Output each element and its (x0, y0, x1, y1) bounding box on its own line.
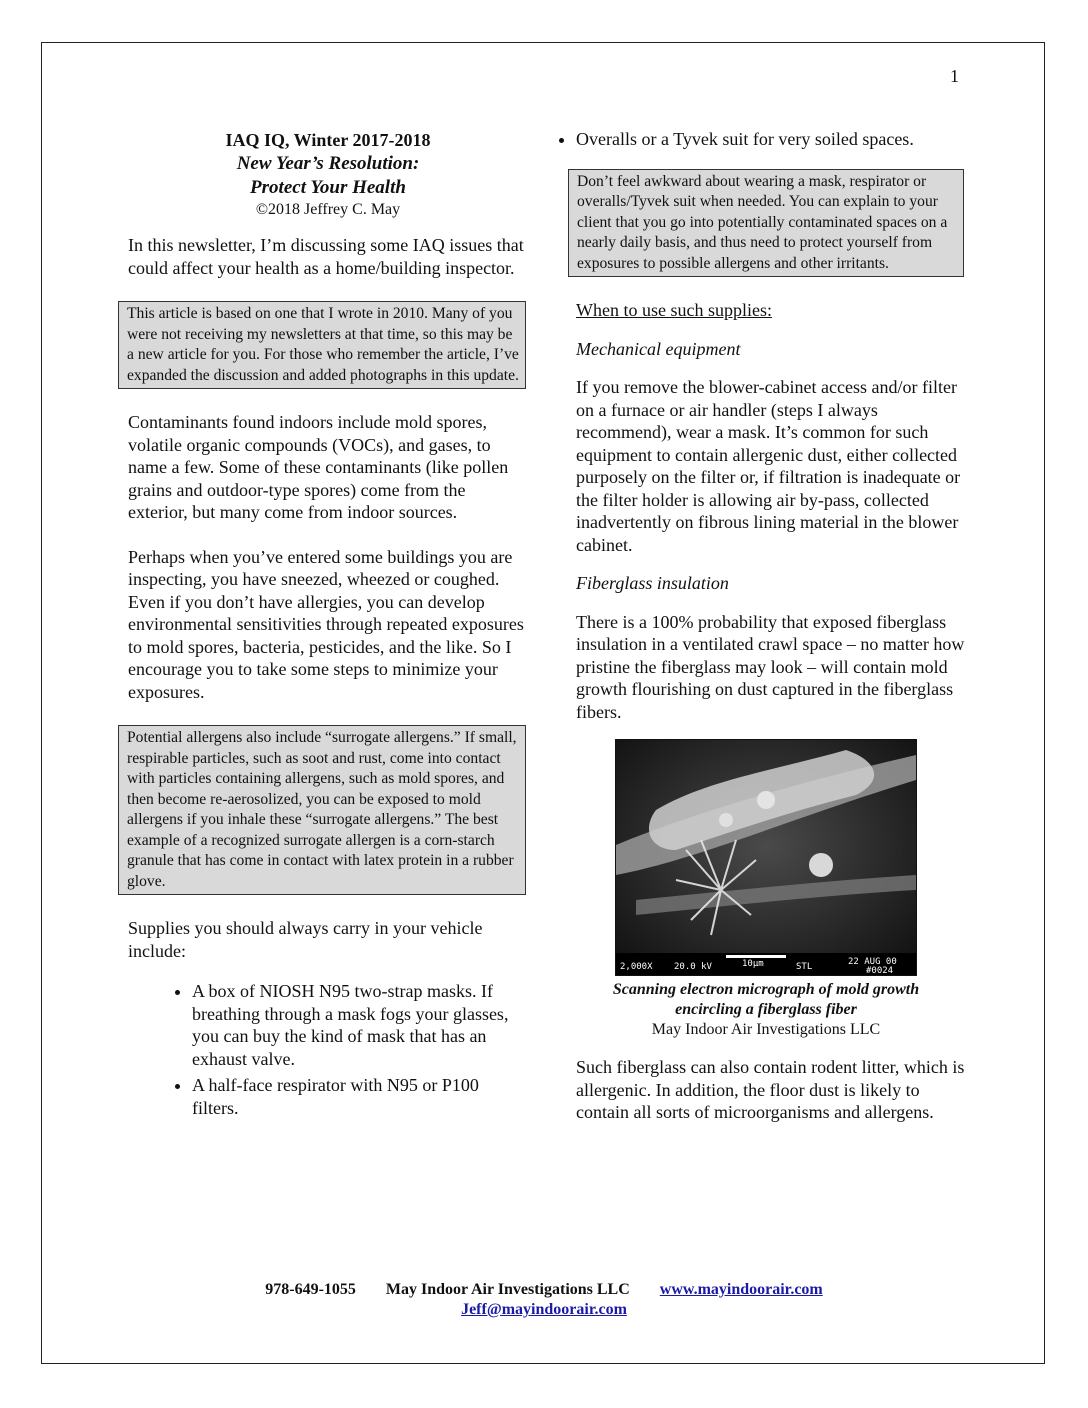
caption-line-1: Scanning electron micrograph of mold growth (612, 981, 920, 998)
page-number: 1 (950, 66, 959, 86)
footer-phone: 978-649-1055 (265, 1281, 356, 1298)
footer (0, 1280, 1088, 1320)
copyright-line: ©2018 Jeffrey C. May (255, 201, 401, 218)
subheading-fiberglass: Fiberglass insulation (576, 573, 729, 593)
newsletter-subtitle-1: New Year’s Resolution: (236, 153, 420, 174)
micrograph-date: 22 AUG 00 (848, 957, 897, 967)
newsletter-header (128, 128, 528, 220)
footer-email-link[interactable]: Jeff@mayindoorair.com (461, 1301, 627, 1318)
micrograph-lab: STL (796, 962, 813, 972)
contaminants-paragraph: Contaminants found indoors include mold spores, volatile organic compounds (VOCs), and gases, to name a few. Some of these contaminants (like pollen grains and outdoor-type spores) come from the exterior, but many come from indoor sources. (128, 412, 509, 522)
intro-paragraph: In this newsletter, I’m discussing some IAQ issues that could affect your health as a home/building inspector. (128, 235, 524, 278)
caption-line-2: encircling a fiberglass fiber (675, 1001, 857, 1018)
micrograph-kv: 20.0 kV (674, 962, 712, 972)
exposure-paragraph: Perhaps when you’ve entered some buildings you are inspecting, you have sneezed, wheezed or coughed. Even if you don’t have allergies, you can develop environmental sensitivities through repeated exposures to mold spores, bacteria, pesticides, and the like. So I encourage you to take some steps to minimize your exposures. (128, 546, 524, 702)
micrograph-id: #0024 (866, 966, 894, 975)
right-column (576, 128, 976, 1146)
rodent-litter-paragraph: Such fiberglass can also contain rodent litter, which is allergenic. In addition, the floor dust is likely to contain all sorts of microorganisms and allergens. (576, 1057, 965, 1122)
micrograph-figure (576, 739, 956, 1040)
list-item: • A half-face respirator with N95 or P100 filters. (192, 1074, 528, 1119)
subheading-mechanical: Mechanical equipment (576, 338, 741, 359)
list-item: • A box of NIOSH N95 two-strap masks. If breathing through a mask fogs your glasses, you can buy the kind of mask that has an exhaust valve. (192, 980, 528, 1070)
newsletter-subtitle-2: Protect Your Health (250, 177, 406, 198)
footer-company: May Indoor Air Investigations LLC (385, 1281, 630, 1298)
micrograph-scale: 10µm (742, 959, 764, 969)
note-box-article-history: This article is based on one that I wrote in 2010. Many of you were not receiving my newsletters at that time, so this may be a new article for you. For those who remember the article, I’ve expanded the discussion and added photographs in this update. (118, 301, 526, 389)
supplies-list-continued (512, 128, 976, 151)
mechanical-paragraph: If you remove the blower-cabinet access and/or filter on a furnace or air handler (steps I always recommend), wear a mask. It’s common for such equipment to contain allergenic dust, either collected purposely on the filter or, if filtration is inadequate or the filter holder is allowing air by-pass, collected inadvertently on fibrous lining material in the blower cabinet. (576, 377, 961, 555)
note-box-wearing-mask: Don’t feel awkward about wearing a mask, respirator or overalls/Tyvek suit when needed. You can explain to your client that you go into potentially contaminated spaces on a nearly daily basis, and thus need to protect yourself from exposures to possible allergens and other irritants. (568, 169, 964, 278)
section-heading: When to use such supplies: (576, 300, 772, 320)
note-box-surrogate-allergens: Potential allergens also include “surrogate allergens.” If small, respirable particles, such as soot and rust, come into contact with particles containing allergens, such as mold spores, and then become re-aerosolized, you can be exposed to mold allergens if you inhale these “surrogate allergens.” The best example of a recognized surrogate allergen is a corn-starch granule that has come in contact with latex protein in a rubber glove. (118, 725, 526, 895)
micrograph-illustration (616, 740, 916, 975)
micrograph-mag: 2,000X (620, 962, 653, 972)
fiberglass-paragraph: There is a 100% probability that exposed fiberglass insulation in a ventilated crawl space – no matter how pristine the fiberglass may look – will contain mold growth flourishing on dust captured in the fiberglass fibers. (576, 611, 965, 722)
left-column (128, 128, 528, 1123)
supplies-paragraph: Supplies you should always carry in your vehicle include: (128, 918, 483, 961)
footer-website-link[interactable]: www.mayindoorair.com (659, 1281, 823, 1298)
supplies-list (128, 980, 528, 1119)
caption-credit: May Indoor Air Investigations LLC (651, 1021, 881, 1038)
micrograph-image (615, 739, 917, 976)
list-item: • Overalls or a Tyvek suit for very soiled spaces. (576, 128, 976, 151)
newsletter-title: IAQ IQ, Winter 2017-2018 (225, 130, 431, 150)
